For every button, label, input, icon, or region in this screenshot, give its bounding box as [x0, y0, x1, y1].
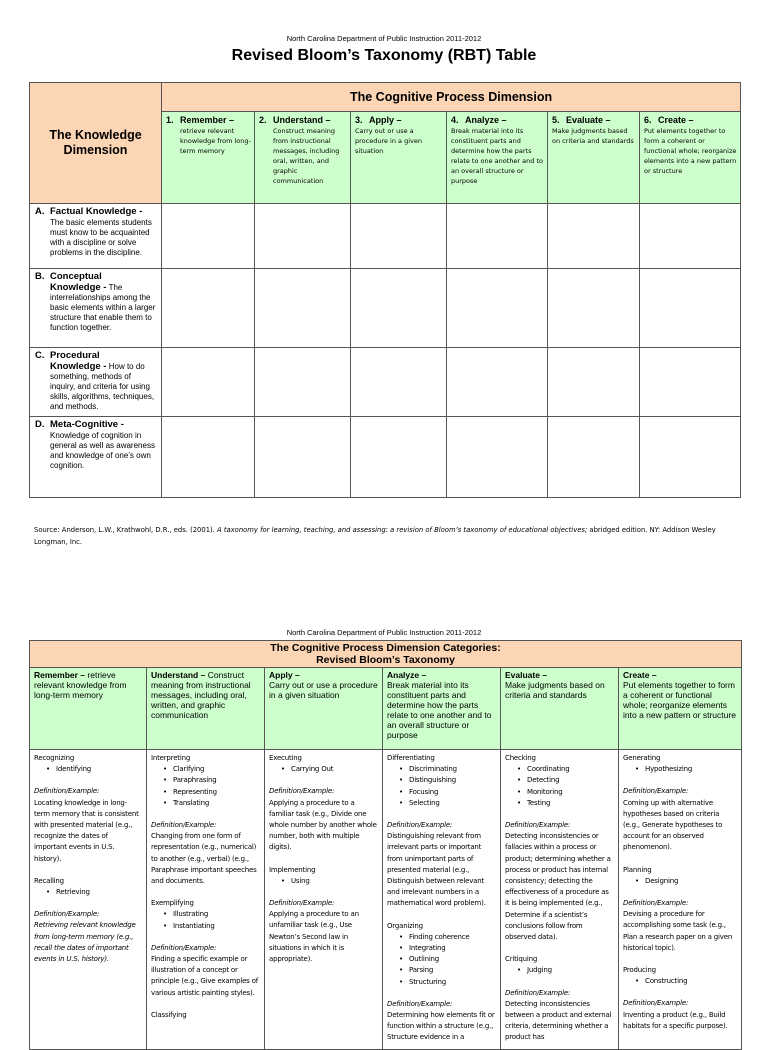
- rbt-table: [29, 82, 741, 498]
- category-definition: Put elements together to form a coherent or functional whole; reorganize elements into a new pattern or structure: [623, 680, 736, 720]
- knowledge-row-factual: [30, 204, 162, 269]
- knowledge-name: Procedural: [50, 350, 100, 361]
- knowledge-name: Meta-Cognitive -: [50, 419, 124, 430]
- category-create: [619, 668, 742, 750]
- process-name: Apply –: [369, 115, 402, 125]
- definition-label: Definition/Example:: [34, 787, 100, 796]
- categories-title: [30, 641, 742, 668]
- list-item: • Judging: [505, 965, 614, 976]
- subprocess-name: Checking: [505, 754, 536, 762]
- apply-details: [265, 750, 383, 1050]
- process-create: [640, 112, 741, 204]
- definition-label: Definition/Example:: [505, 821, 571, 830]
- list-item: • Structuring: [387, 977, 496, 988]
- list-item: • Clarifying: [151, 764, 260, 775]
- definition-label: Definition/Example:: [387, 821, 453, 830]
- list-item: • Coordinating: [505, 764, 614, 775]
- definition-label: Definition/Example:: [623, 999, 689, 1008]
- list-item: • Translating: [151, 798, 260, 809]
- process-definition: Make judgments based on criteria and standards: [552, 127, 634, 145]
- evaluate-details: [501, 750, 619, 1050]
- page2-header-block: [0, 628, 768, 638]
- category-evaluate: [501, 668, 619, 750]
- subprocess-name: Implementing: [269, 865, 316, 874]
- definition-text: Applying a procedure to a familiar task (e.g., Divide one whole number by another whole number, both with multiple digits).: [269, 798, 377, 852]
- definition-text: Coming up with alternative hypotheses based on criteria (e.g., Generate hypotheses to account for an observed phenomenon).: [623, 798, 723, 852]
- definition-label: Definition/Example:: [34, 910, 100, 919]
- subprocess-name: Planning: [623, 865, 652, 874]
- list-item: • Illustrating: [151, 909, 260, 920]
- list-item: • Constructing: [623, 976, 737, 987]
- category-name: Understand –: [151, 670, 206, 680]
- knowledge-definition: Knowledge of cognition in general as well as awareness and knowledge of one’s own cognition.: [50, 431, 155, 470]
- page1-title: Revised Bloom’s Taxonomy (RBT) Table: [231, 47, 537, 64]
- subprocess-name: Organizing: [387, 921, 423, 930]
- subprocess-name: Critiquing: [505, 955, 538, 964]
- categories-title-line2: Revised Bloom’s Taxonomy: [316, 654, 455, 666]
- category-definition: Break material into its constituent parts and determine how the parts relate to one another and to an overall structure or purpose: [387, 680, 492, 740]
- subprocess-name: Executing: [269, 754, 302, 762]
- process-number: 1.: [166, 115, 174, 125]
- category-name: Create –: [623, 670, 657, 680]
- table-cell: [351, 269, 447, 348]
- definition-label: Definition/Example:: [151, 943, 217, 952]
- category-remember: [30, 668, 147, 750]
- process-definition: Put elements together to form a coherent or functional whole; reorganize elements into a new pattern or structure: [644, 127, 737, 175]
- category-name: Evaluate –: [505, 670, 548, 680]
- process-definition: Break material into its constituent parts and determine how the parts relate to one another and to an overall structure or purpose: [451, 127, 543, 185]
- list-item: • Selecting: [387, 798, 496, 809]
- process-number: 4.: [451, 115, 459, 125]
- list-item: • Hypothesizing: [623, 764, 737, 775]
- source-prefix: Source: Anderson, L.W., Krathwohl, D.R., eds. (2001).: [34, 526, 215, 534]
- category-definition: Carry out or use a procedure in a given situation: [269, 680, 378, 700]
- page1-header-block: [0, 34, 768, 65]
- table-cell: [548, 269, 640, 348]
- categories-title-line1: The Cognitive Process Dimension Categories:: [270, 642, 501, 654]
- process-number: 3.: [355, 115, 363, 125]
- list-item: • Retrieving: [34, 887, 142, 898]
- process-evaluate: [548, 112, 640, 204]
- table-cell: [162, 417, 255, 498]
- definition-text: Determining how elements fit or function within a structure (e.g., Structure evidence in a: [387, 1011, 495, 1042]
- subprocess-name: Recognizing: [34, 754, 75, 762]
- list-item: • Monitoring: [505, 787, 614, 798]
- knowledge-definition: The interrelationships among the basic elements within a larger structure that enable them to function together.: [50, 283, 156, 332]
- knowledge-row-procedural: [30, 348, 162, 417]
- table-cell: [640, 204, 741, 269]
- list-item: • Paraphrasing: [151, 775, 260, 786]
- category-analyze: [383, 668, 501, 750]
- process-name: Analyze –: [465, 115, 507, 125]
- table-cell: [640, 269, 741, 348]
- definition-label: Definition/Example:: [505, 988, 571, 997]
- knowledge-dimension-title: The Knowledge Dimension: [30, 83, 162, 204]
- process-definition: Carry out or use a procedure in a given situation: [355, 127, 422, 155]
- process-definition: retrieve relevant knowledge from long-term memory: [180, 127, 251, 155]
- definition-text: Finding a specific example or illustration of a concept or principle (e.g., Give examples of various artistic painting styles).: [151, 955, 258, 997]
- list-item: • Distinguishing: [387, 775, 496, 786]
- category-definition: Make judgments based on criteria and standards: [505, 680, 605, 700]
- process-name: Understand –: [273, 115, 331, 125]
- process-definition: Construct meaning from instructional messages, including oral, written, and graphic communication: [273, 127, 340, 185]
- knowledge-definition: The basic elements students must know to be acquainted with a discipline or solve problems in the discipline.: [50, 218, 152, 257]
- table-cell: [640, 348, 741, 417]
- list-item: • Outlining: [387, 954, 496, 965]
- definition-label: Definition/Example:: [151, 821, 217, 830]
- definition-text: Applying a procedure to an unfamiliar task (e.g., Use Newton’s Second law in situations in which it is appropriate).: [269, 910, 359, 964]
- list-item: • Parsing: [387, 965, 496, 976]
- categories-table: [29, 640, 742, 1050]
- list-item: • Testing: [505, 798, 614, 809]
- process-remember: [162, 112, 255, 204]
- table-cell: [255, 417, 351, 498]
- list-item: • Finding coherence: [387, 932, 496, 943]
- definition-text: Devising a procedure for accomplishing some task (e.g., Plan a research paper on a given historical topic).: [623, 910, 733, 952]
- table-cell: [162, 348, 255, 417]
- analyze-details: [383, 750, 501, 1050]
- list-item: • Carrying Out: [269, 764, 378, 775]
- knowledge-letter: B.: [35, 271, 45, 282]
- list-item: • Designing: [623, 876, 737, 887]
- definition-text: Locating knowledge in long-term memory that is consistent with presented material (e.g., recognize the dates of important events in U.S. history).: [34, 798, 139, 863]
- knowledge-row-conceptual: [30, 269, 162, 348]
- definition-text: Inventing a product (e.g., Build habitats for a specific purpose).: [623, 1010, 728, 1030]
- definition-label: Definition/Example:: [269, 787, 335, 796]
- subprocess-name: Interpreting: [151, 754, 191, 762]
- list-item: • Instantiating: [151, 921, 260, 932]
- category-apply: [265, 668, 383, 750]
- definition-text: Distinguishing relevant from irrelevant parts or important from unimportant parts of presented material (e.g., Distinguish between relevant and irrelevant numbers in a mathematical word problem).: [387, 832, 486, 908]
- table-cell: [162, 204, 255, 269]
- table-cell: [548, 348, 640, 417]
- knowledge-letter: C.: [35, 350, 45, 361]
- list-item: • Focusing: [387, 787, 496, 798]
- table-cell: [162, 269, 255, 348]
- cognitive-dimension-title: The Cognitive Process Dimension: [162, 83, 741, 112]
- definition-label: Definition/Example:: [623, 787, 689, 796]
- page2-department-header: North Carolina Department of Public Instruction 2011-2012: [286, 628, 482, 637]
- table-cell: [640, 417, 741, 498]
- create-details: [619, 750, 742, 1050]
- knowledge-letter: D.: [35, 419, 45, 430]
- table-cell: [351, 204, 447, 269]
- subprocess-name: Exemplifying: [151, 899, 194, 908]
- table-cell: [447, 348, 548, 417]
- category-definition: retrieve relevant knowledge from long-term memory: [34, 670, 127, 700]
- definition-text: Retrieving relevant knowledge from long-term memory (e.g., recall the dates of important events in U.S. history).: [34, 921, 136, 964]
- page1-department-header: North Carolina Department of Public Instruction 2011-2012: [286, 34, 482, 43]
- remember-details: [30, 750, 147, 1050]
- knowledge-name-cont: Knowledge -: [50, 282, 107, 293]
- knowledge-name: Conceptual: [50, 271, 102, 282]
- process-name: Create –: [658, 115, 694, 125]
- table-cell: [447, 269, 548, 348]
- process-name: Remember –: [180, 115, 235, 125]
- list-item: • Detecting: [505, 775, 614, 786]
- table-cell: [548, 204, 640, 269]
- subprocess-name: Generating: [623, 754, 661, 762]
- list-item: • Discriminating: [387, 764, 496, 775]
- process-understand: [255, 112, 351, 204]
- knowledge-letter: A.: [35, 206, 45, 217]
- process-number: 2.: [259, 115, 267, 125]
- table-cell: [447, 204, 548, 269]
- subprocess-name: Recalling: [34, 876, 64, 885]
- process-name: Evaluate –: [566, 115, 611, 125]
- source-suffix: abridged edition. NY: Addison Wesley Longman, Inc.: [34, 526, 716, 546]
- table-cell: [255, 348, 351, 417]
- process-number: 5.: [552, 115, 560, 125]
- definition-label: Definition/Example:: [623, 899, 689, 908]
- knowledge-name-cont: Knowledge -: [50, 361, 107, 372]
- category-name: Apply –: [269, 670, 300, 680]
- table-cell: [351, 417, 447, 498]
- process-analyze: [447, 112, 548, 204]
- definition-text: Changing from one form of representation (e.g., numerical) to another (e.g., verbal) (e.g., Paraphrase important speeches and documents.: [151, 832, 257, 886]
- table-cell: [255, 204, 351, 269]
- definition-text: Detecting inconsistencies or fallacies within a process or product; determining whether a process or product has internal consistency; detecting the effectiveness of a procedure as it is being implemented (e.g., Determine if a scientist’s conclusions follow from observed data).: [505, 832, 611, 942]
- table-cell: [548, 417, 640, 498]
- knowledge-definition: something, methods of inquiry, and criteria for using skills, algorithms, techniques, and methods.: [50, 372, 155, 411]
- subprocess-name: Classifying: [151, 1010, 187, 1019]
- definition-label: Definition/Example:: [387, 999, 453, 1008]
- knowledge-row-metacognitive: [30, 417, 162, 498]
- source-citation: [34, 524, 744, 548]
- process-apply: [351, 112, 447, 204]
- table-cell: [255, 269, 351, 348]
- list-item: • Using: [269, 876, 378, 887]
- knowledge-name: Factual Knowledge -: [50, 206, 143, 217]
- table-cell: [351, 348, 447, 417]
- understand-details: [147, 750, 265, 1050]
- category-definition: Construct meaning from instructional messages, including oral, written, and graphic communication: [151, 670, 251, 720]
- source-title: A taxonomy for learning, teaching, and assessing: a revision of Bloom’s taxonomy of educational objectives;: [217, 526, 588, 534]
- subprocess-name: Producing: [623, 966, 656, 975]
- list-item: • Identifying: [34, 764, 142, 775]
- process-number: 6.: [644, 115, 652, 125]
- list-item: • Representing: [151, 787, 260, 798]
- category-understand: [147, 668, 265, 750]
- subprocess-name: Differentiating: [387, 754, 435, 762]
- definition-text: Detecting inconsistencies between a product and external criteria, determining whether a product has: [505, 999, 612, 1042]
- category-name: Remember –: [34, 670, 86, 680]
- definition-label: Definition/Example:: [269, 899, 335, 908]
- knowledge-definition-start: How to do: [108, 362, 145, 371]
- table-cell: [447, 417, 548, 498]
- list-item: • Integrating: [387, 943, 496, 954]
- category-name: Analyze –: [387, 670, 427, 680]
